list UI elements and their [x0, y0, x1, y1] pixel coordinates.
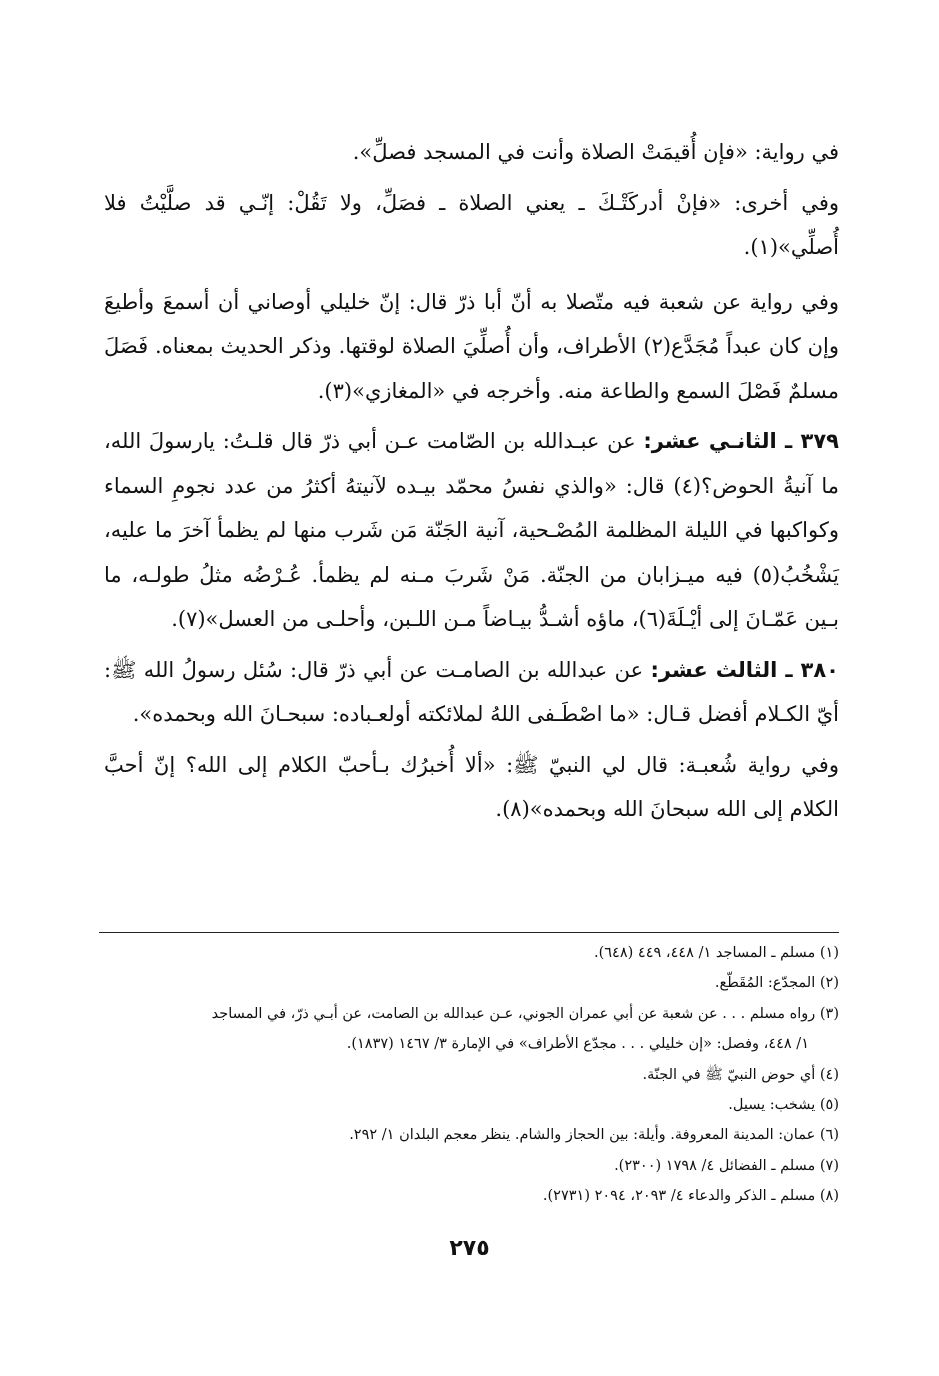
main-text [104, 130, 839, 838]
footnote: (١) مسلم ـ المساجد ١/ ٤٤٨، ٤٤٩ (٦٤٨). [593, 945, 839, 961]
hadith-text: عن عبـدالله بن الصّامت عـن أبي ذرّ قال قلـتُ: يارسولَ الله، ما آنيةُ الحوض؟(٤) قال: «والذي نفسُ محمّد بيـده لآنيتهُ أكثرُ من عدد نجومِ السماء وكواكبها في الليلة المظلمة المُصْـحية، آنية الجَنّة مَن شَرب منها لم يظمأ آخرَ ما عليه، يَشْخُبُ(٥) فيه ميـزابان من الجنّة. مَنْ شَربَ مـنه لم يظمأ. عُـرْضُه مثلُ طولـه، ما بـين عَمّـانَ إلى أيْـلَةَ(٦)، ماؤه أشـدُّ بيـاضاً مـن اللـبن، وأحلـى من العسل»(٧). [104, 429, 839, 631]
paragraph: وفي رواية عن شعبة فيه متّصلا به أنّ أبا ذرّ قال: إنّ خليلي أوصاني أن أسمعَ وأطيعَ وإن كان عبداً مُجَدَّع(٢) الأطراف، وأن أُصلِّيَ الصلاة لوقتها. وذكر الحديث بمعناه. فَصَلَ مسلمٌ فَصْلَ السمع والطاعة منه. وأخرجه في «المغازي»(٣). [104, 289, 839, 403]
footnotes [99, 938, 839, 1212]
footnote: (٦) عمان: المدينة المعروفة. وأيلة: بين الحجاز والشام. ينظر معجم البلدان ١/ ٢٩٢. [349, 1127, 839, 1144]
paragraph: وفي رواية شُعبـة: قال لي النبيّ ﷺ: «ألا أُخبرُك بـأحبّ الكلام إلى الله؟ إنّ أحبَّ الكلام إلى الله سبحانَ الله وبحمده»(٨). [104, 752, 839, 821]
footnote: (٨) مسلم ـ الذكر والدعاء ٤/ ٢٠٩٣، ٢٠٩٤ (٢٧٣١). [542, 1188, 839, 1205]
hadith-text: عن عبدالله بن الصامـت عن أبي ذرّ قال: سُئل رسولُ الله ﷺ: أيّ الكـلام أفضل قـال: «ما اصْطَـفى اللهُ لملائكته أولعـباده: سبحـانَ الله وبحمده». [104, 657, 839, 726]
paragraph: وفي أخرى: «فإنْ أدركَتْـكَ ـ يعني الصلاة ـ فصَلِّ، ولا تَقُلْ: إنّـي قد صلَّيْتُ فلا أُصلِّي»(١). [104, 190, 839, 259]
hadith-380 [104, 648, 839, 737]
hadith-379 [104, 419, 839, 642]
footnote-divider [99, 932, 839, 933]
page-number: ٢٧٥ [449, 1236, 490, 1261]
footnote: (٢) المجدّع: المُقَطّع. [714, 975, 839, 992]
footnote-continuation: ١/ ٤٤٨، وفصل: «إن خليلي . . . مجدّع الأطراف» في الإمارة ٣/ ١٤٦٧ (١٨٣٧). [346, 1036, 809, 1053]
paragraph: في رواية: «فإن أُقيمَتْ الصلاة وأنت في المسجد فصلِّ». [352, 140, 839, 164]
hadith-number: ٣٨٠ ـ الثالث عشر: [650, 657, 839, 682]
footnote: (٧) مسلم ـ الفضائل ٤/ ١٧٩٨ (٢٣٠٠). [614, 1157, 839, 1174]
footnote: (٤) أي حوض النبيّ ﷺ في الجنّة. [642, 1066, 839, 1083]
hadith-number: ٣٧٩ ـ الثانـي عشر: [643, 429, 839, 453]
footnote: (٣) رواه مسلم . . . عن شعبة عن أبي عمران الجوني، عـن عبدالله بن الصامت، عن أبـي ذرّ، في المساجد [211, 1005, 839, 1022]
footnote: (٥) يشخب: يسيل. [728, 1097, 839, 1114]
